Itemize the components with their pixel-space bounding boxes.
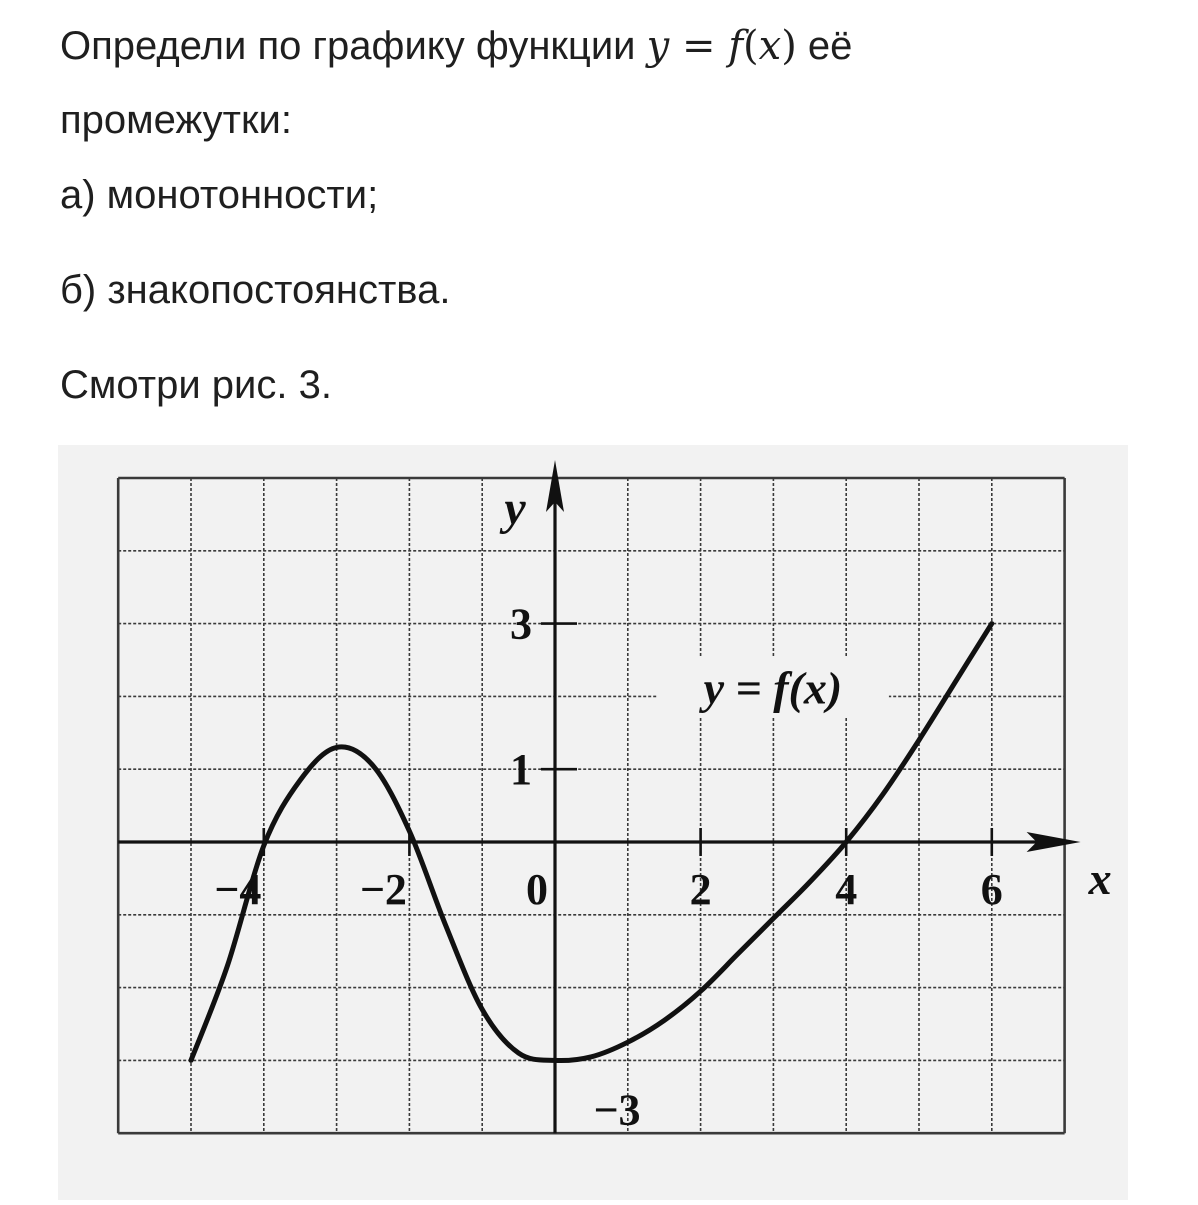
y-tick-label-3: 3 (510, 599, 532, 649)
x-tick-label-0: 0 (526, 865, 548, 914)
labels (214, 482, 1111, 1134)
x-tick-label-4: 4 (835, 865, 858, 914)
x-tick-label-6: 6 (980, 865, 1003, 914)
y-tick-label-1: 1 (510, 745, 532, 795)
task-intro-line2: промежутки: (60, 98, 292, 142)
task-intro-after: её (807, 24, 853, 68)
y-axis-label: y (504, 482, 526, 535)
function-annotation: y = f(x) (703, 662, 843, 714)
function-formula: y = f(x) (646, 23, 797, 69)
x-tick-label--2: −2 (359, 865, 407, 914)
x-axis-label: x (1088, 853, 1112, 904)
function-graph (58, 445, 1128, 1200)
grid (118, 478, 1064, 1133)
task-item-a: а) монотонности; (60, 173, 379, 217)
function-graph-figure (58, 445, 1128, 1200)
task-intro (60, 23, 852, 69)
task-intro-text: Определи по графику функции (60, 24, 636, 68)
see-figure: Смотри рис. 3. (60, 363, 332, 407)
axes (118, 460, 1080, 1133)
x-tick-label-2: 2 (689, 865, 712, 914)
task-item-b: б) знакопостоянства. (60, 268, 451, 312)
x-tick-label--4: −4 (214, 865, 262, 914)
y-tick-label--3: −3 (593, 1085, 641, 1135)
